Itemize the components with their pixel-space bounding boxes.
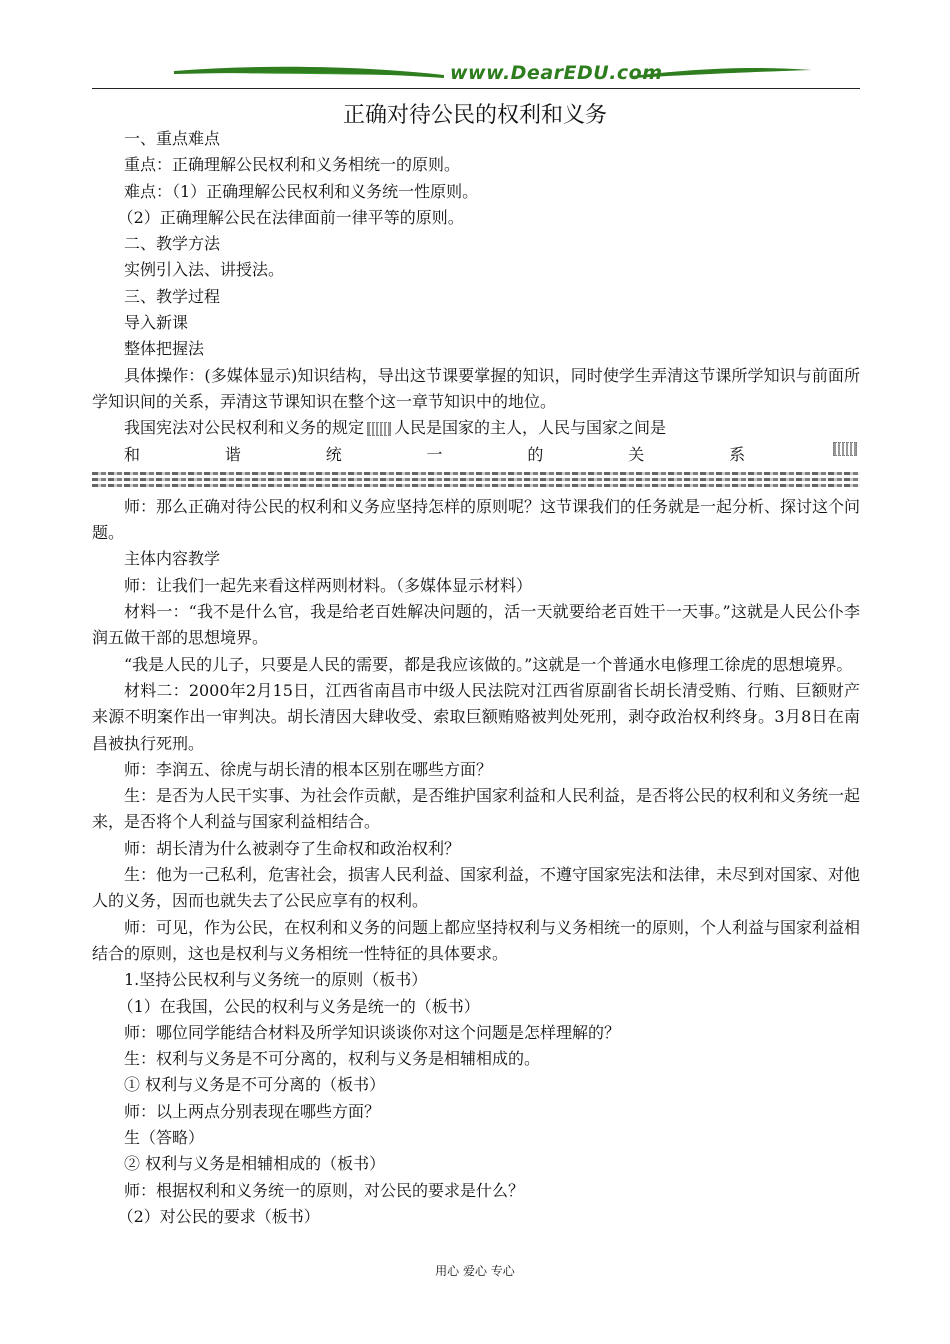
- spaced-word: 谐: [224, 444, 241, 464]
- line-intro: 导入新课: [124, 313, 189, 333]
- embedded-image-icon: [833, 442, 857, 456]
- paragraph: 生：权利与义务是不可分离的，权利与义务是相辅相成的。: [124, 1049, 541, 1069]
- page-title: 正确对待公民的权利和义务: [342, 103, 607, 128]
- page-footer: 用心 爱心 专心: [435, 1264, 515, 1278]
- constitution-end: 人民是国家的主人，人民与国家之间是: [394, 418, 667, 438]
- line-difficulty-2: （2）正确理解公民在法律面前一律平等的原则。: [117, 207, 464, 227]
- para-constitution: [92, 415, 860, 441]
- paragraph: 生（答略）: [124, 1127, 205, 1147]
- spaced-line: [92, 442, 860, 468]
- line-methods: 实例引入法、讲授法。: [124, 260, 285, 280]
- paragraph: （1）在我国，公民的权利与义务是统一的（板书）: [117, 996, 480, 1016]
- paragraph: 师：那么正确对待公民的权利和义务应坚持怎样的原则呢？这节课我们的任务就是一起分析、探讨这个问题。: [92, 496, 861, 543]
- paragraph: 生：是否为人民干实事、为社会作贡献，是否维护国家利益和人民利益，是否将公民的权利和义务统一起来，是否将个人利益与国家利益相结合。: [92, 786, 861, 832]
- spaced-word: 一: [426, 444, 443, 464]
- paragraph: （2）对公民的要求（板书）: [117, 1206, 320, 1226]
- paragraph: 师：让我们一起先来看这样两则材料。（多媒体显示材料）: [124, 575, 533, 595]
- paragraph: ① 权利与义务是不可分离的（板书）: [124, 1075, 386, 1095]
- embedded-image-icon: [367, 422, 391, 436]
- spaced-word: 系: [729, 444, 746, 464]
- header-divider: [92, 88, 860, 89]
- spaced-word: 统: [325, 444, 342, 464]
- paragraph: 师：可见，作为公民，在权利和义务的问题上都应坚持权利与义务相统一的原则，个人利益与国家利益相结合的原则，这也是权利与义务相统一性特征的具体要求。: [92, 917, 861, 963]
- line-overall: 整体把握法: [124, 339, 205, 359]
- line-section-2: 二、教学方法: [124, 234, 221, 254]
- paragraph: ② 权利与义务是相辅相成的（板书）: [124, 1154, 386, 1174]
- site-logo-text[interactable]: www.DearEDU.com: [450, 62, 663, 84]
- line-section-1: 一、重点难点: [124, 129, 221, 148]
- document-body: [92, 126, 860, 1230]
- para-operation: 具体操作：(多媒体显示)知识结构，导出这节课要掌握的知识，同时使学生弄清这节课所学知识与前面所学知识间的关系，弄清这节课知识在整个这一章节知识中的地位。: [92, 365, 860, 411]
- paragraph: 师：李润五、徐虎与胡长清的根本区别在哪些方面？: [124, 759, 493, 779]
- paragraph: 材料一：“我不是什么官，我是给老百姓解决问题的，活一天就要给老百姓干一天事。”这就是人民公仆李润五做干部的思想境界。: [92, 602, 860, 648]
- line-difficulty-1: 难点：（1）正确理解公民权利和义务统一性原则。: [124, 181, 479, 201]
- paragraph: 生：他为一己私利，危害社会，损害人民利益、国家利益，不遵守国家宪法和法律，未尽到对国家、对他人的义务，因而也就失去了公民应享有的权利。: [92, 865, 861, 911]
- paragraph: 材料二：2000年2月15日，江西省南昌市中级人民法院对江西省原副省长胡长清受贿、行贿、巨额财产来源不明案作出一审判决。胡长清因大肆收受、索取巨额贿赂被判处死刑，剥夺政治权利终身。3月8日在南昌被执行死刑。: [92, 680, 860, 753]
- spaced-word: 和: [124, 444, 141, 464]
- paragraph: 1.坚持公民权利与义务统一的原则（板书）: [124, 970, 428, 990]
- garbled-image-strip: [92, 468, 860, 494]
- paragraph: 师：哪位同学能结合材料及所学知识谈谈你对这个问题是怎样理解的？: [124, 1022, 621, 1042]
- spaced-word: 关: [628, 444, 645, 464]
- paragraph: 主体内容教学: [124, 549, 221, 569]
- line-section-3: 三、教学过程: [124, 286, 221, 306]
- paragraph: 师：胡长清为什么被剥夺了生命权和政治权利？: [124, 838, 461, 858]
- site-header: [92, 58, 860, 90]
- paragraph: 师：以上两点分别表现在哪些方面？: [124, 1101, 381, 1121]
- paragraph: “我是人民的儿子，只要是人民的需要，都是我应该做的。”这就是一个普通水电修理工徐虎的思想境界。: [124, 654, 853, 674]
- line-key-point: 重点：正确理解公民权利和义务相统一的原则。: [124, 155, 461, 175]
- paragraph: 师：根据权利和义务统一的原则，对公民的要求是什么？: [124, 1180, 525, 1200]
- constitution-start: 我国宪法对公民权利和义务的规定: [124, 418, 365, 438]
- spaced-word: 的: [527, 444, 544, 464]
